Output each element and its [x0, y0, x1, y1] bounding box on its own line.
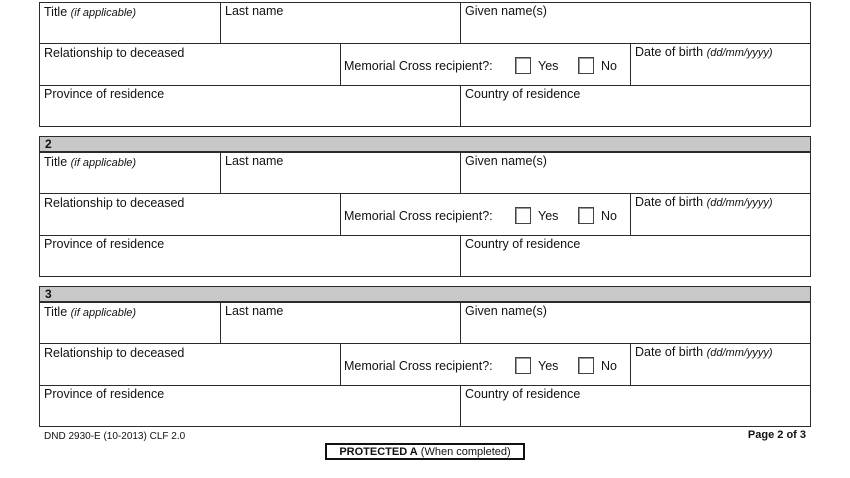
- dob-label-text: Date of birth: [635, 195, 707, 209]
- relationship-label: Relationship to deceased: [44, 196, 185, 210]
- no-label: No: [601, 59, 617, 73]
- title-label: [44, 155, 136, 169]
- section-header-3: 3: [39, 286, 811, 302]
- yes-checkbox[interactable]: [515, 207, 531, 224]
- country-label: Country of residence: [465, 387, 581, 401]
- last-name-label: Last name: [225, 4, 284, 18]
- province-label: Province of residence: [44, 87, 165, 101]
- page-number: Page 2 of 3: [747, 429, 806, 441]
- no-checkbox[interactable]: [578, 357, 594, 374]
- country-label: Country of residence: [465, 237, 581, 251]
- last-name-label: Last name: [225, 154, 284, 168]
- given-names-label: Given name(s): [465, 4, 547, 18]
- dob-format: (dd/mm/yyyy): [706, 197, 773, 209]
- yes-label: Yes: [538, 209, 559, 223]
- title-label: [44, 5, 136, 19]
- last-name-label: Last name: [225, 304, 284, 318]
- protected-note: (When completed): [417, 446, 511, 458]
- given-names-label: Given name(s): [465, 154, 547, 168]
- title-label-text: Title: [44, 305, 71, 319]
- no-checkbox[interactable]: [578, 57, 594, 74]
- yes-label: Yes: [538, 59, 559, 73]
- yes-checkbox[interactable]: [515, 357, 531, 374]
- title-label: [44, 305, 136, 319]
- protected-label: PROTECTED A: [339, 446, 418, 458]
- no-label: No: [601, 209, 617, 223]
- province-label: Province of residence: [44, 237, 165, 251]
- dob-label: [635, 45, 773, 59]
- relationship-label: Relationship to deceased: [44, 46, 185, 60]
- title-note: (if applicable): [70, 157, 137, 169]
- dob-label: [635, 345, 773, 359]
- protected-banner: [325, 443, 525, 460]
- country-label: Country of residence: [465, 87, 581, 101]
- yes-checkbox[interactable]: [515, 57, 531, 74]
- section-header-2: 2: [39, 136, 811, 152]
- title-label-text: Title: [44, 155, 71, 169]
- title-label-text: Title: [44, 5, 71, 19]
- no-label: No: [601, 359, 617, 373]
- memorial-cross-label: Memorial Cross recipient?:: [344, 359, 493, 373]
- memorial-cross-label: Memorial Cross recipient?:: [344, 59, 493, 73]
- dob-format: (dd/mm/yyyy): [706, 347, 773, 359]
- dob-format: (dd/mm/yyyy): [706, 47, 773, 59]
- dob-label-text: Date of birth: [635, 345, 707, 359]
- title-note: (if applicable): [70, 7, 137, 19]
- given-names-label: Given name(s): [465, 304, 547, 318]
- relationship-label: Relationship to deceased: [44, 346, 185, 360]
- form-id: DND 2930-E (10-2013) CLF 2.0: [44, 431, 186, 442]
- yes-label: Yes: [538, 359, 559, 373]
- memorial-cross-label: Memorial Cross recipient?:: [344, 209, 493, 223]
- dob-label-text: Date of birth: [635, 45, 707, 59]
- province-label: Province of residence: [44, 387, 165, 401]
- dob-label: [635, 195, 773, 209]
- no-checkbox[interactable]: [578, 207, 594, 224]
- title-note: (if applicable): [70, 307, 137, 319]
